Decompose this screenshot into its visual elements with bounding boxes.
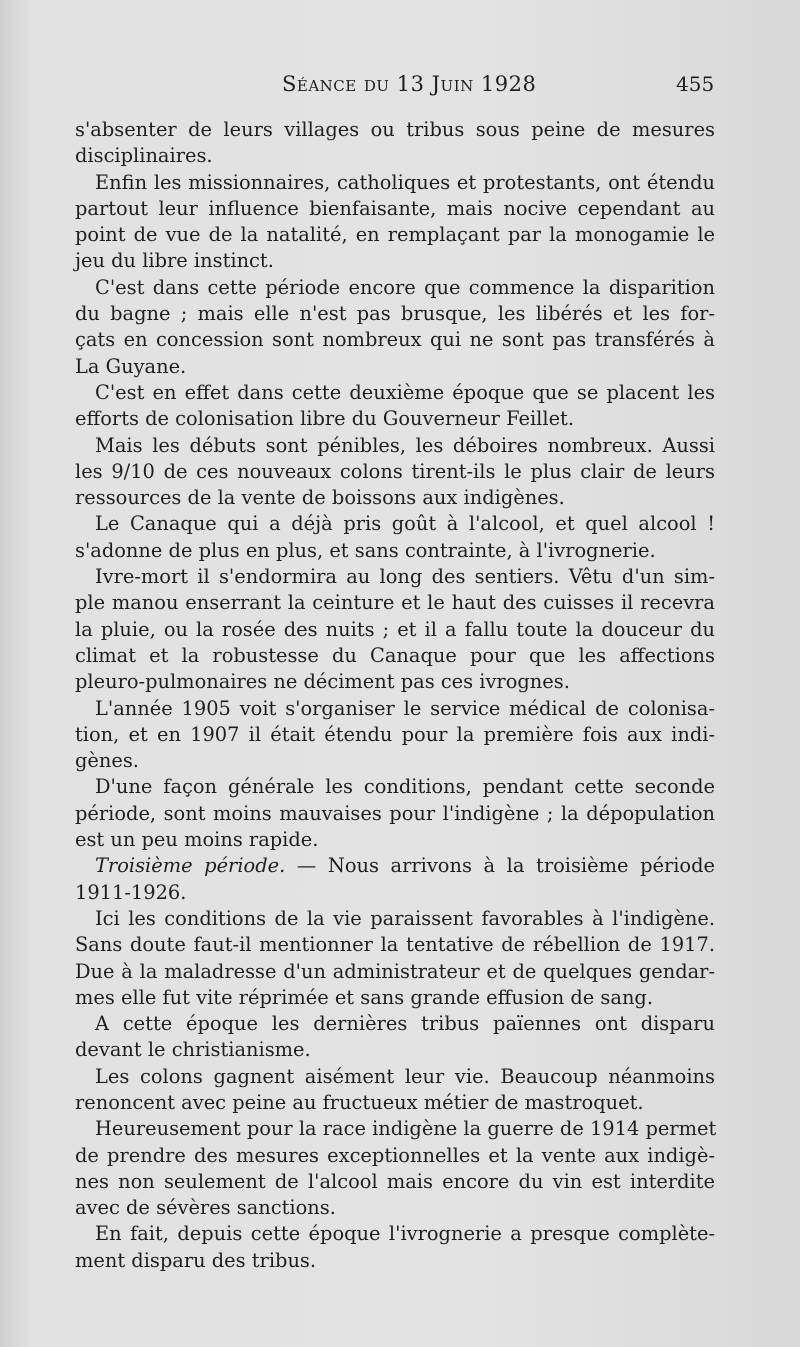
- text-line: Ici les conditions de la vie paraissent favorables à l'indigène.: [95, 906, 715, 930]
- paragraph: [75, 433, 715, 512]
- text-line: s'adonne de plus en plus, et sans contrainte, à l'ivrognerie.: [75, 538, 656, 562]
- paragraph: [75, 564, 715, 695]
- text-line: du bagne ; mais elle n'est pas brusque, les libérés et les for-: [75, 302, 715, 326]
- text-line: mes elle fut vite réprimée et sans grande effusion de sang.: [75, 985, 654, 1009]
- text-line: C'est dans cette période encore que commence la disparition: [95, 275, 715, 299]
- text-line: climat et la robustesse du Canaque pour que les affections: [75, 643, 715, 667]
- text-line: période, sont moins mauvaises pour l'indigène ; la dépopulation: [75, 801, 715, 825]
- body-text: [75, 117, 715, 1274]
- text-line: En fait, depuis cette époque l'ivrognerie a presque complète-: [95, 1222, 715, 1246]
- text-line: disciplinaires.: [75, 144, 213, 168]
- text-line: A cette époque les dernières tribus païennes ont disparu: [95, 1012, 715, 1036]
- text-line: la pluie, ou la rosée des nuits ; et il a fallu toute la douceur du: [75, 617, 715, 641]
- text-line: [75, 853, 715, 879]
- section-heading: Troisième période.: [95, 854, 286, 878]
- text-line: partout leur influence bienfaisante, mais nocive cependant au: [75, 196, 715, 220]
- paragraph: [75, 511, 715, 564]
- text-line: C'est en effet dans cette deuxième époque que se placent les: [95, 380, 715, 404]
- paragraph: [75, 696, 715, 775]
- text-line: Ivre-mort il s'endormira au long des sentiers. Vêtu d'un sim-: [95, 565, 715, 589]
- text-line: Les colons gagnent aisément leur vie. Beaucoup néanmoins: [95, 1064, 715, 1088]
- text-line: ple manou enserrant la ceinture et le haut des cuisses il recevra: [75, 591, 715, 615]
- text-line: çats en concession sont nombreux qui ne sont pas transférés à: [75, 328, 715, 352]
- text-line: point de vue de la natalité, en remplaçant par la monogamie le: [75, 223, 715, 247]
- paragraph: [75, 774, 715, 853]
- text-line: les 9/10 de ces nouveaux colons tirent-ils le plus clair de leurs: [75, 459, 715, 483]
- text-line: La Guyane.: [75, 354, 187, 378]
- text-line: L'année 1905 voit s'organiser le service médical de colonisa-: [95, 696, 715, 720]
- paragraph: [75, 380, 715, 433]
- text-line: Enfin les missionnaires, catholiques et protestants, ont étendu: [95, 170, 715, 194]
- text-line: avec de sévères sanctions.: [75, 1196, 336, 1220]
- text-line: tion, et en 1907 il était étendu pour la première fois aux indi-: [75, 722, 715, 746]
- paragraph: [75, 1011, 715, 1064]
- paragraph: [75, 853, 715, 906]
- paragraph: [75, 906, 715, 1011]
- page-number: 455: [676, 72, 715, 96]
- text-line: s'absenter de leurs villages ou tribus sous peine de mesures: [75, 118, 715, 141]
- paragraph: [75, 117, 715, 170]
- text-line: nes non seulement de l'alcool mais encore du vin est interdite: [75, 1169, 715, 1193]
- page-header: [0, 72, 800, 102]
- text-line: pleuro-pulmonaires ne déciment pas ces ivrognes.: [75, 670, 570, 694]
- text-line: de prendre des mesures exceptionnelles et la vente aux indigè-: [75, 1143, 715, 1167]
- text-line: est un peu moins rapide.: [75, 828, 319, 852]
- paragraph: [75, 275, 715, 380]
- text-line: Heureusement pour la race indigène la guerre de 1914 permet: [95, 1117, 717, 1141]
- text-line: Mais les débuts sont pénibles, les déboires nombreux. Aussi: [95, 433, 715, 457]
- text-line: D'une façon générale les conditions, pendant cette seconde: [95, 775, 715, 799]
- text-line: renoncent avec peine au fructueux métier de mastroquet.: [75, 1090, 644, 1114]
- text-line: Due à la maladresse d'un administrateur et de quelques gendar-: [75, 959, 715, 983]
- paragraph: [75, 1116, 715, 1221]
- text-line: devant le christianisme.: [75, 1038, 311, 1062]
- text-line-rest: — Nous arrivons à la troisième période: [285, 854, 715, 878]
- text-line: ment disparu des tribus.: [75, 1248, 317, 1272]
- text-line: 1911-1926.: [75, 880, 187, 904]
- text-line: Le Canaque qui a déjà pris goût à l'alcool, et quel alcool !: [95, 512, 715, 536]
- text-line: jeu du libre instinct.: [75, 249, 274, 273]
- paragraph: [75, 1064, 715, 1117]
- paragraph: [75, 1221, 715, 1274]
- running-title: Séance du 13 Juin 1928: [282, 72, 537, 96]
- paragraph: [75, 170, 715, 275]
- text-line: ressources de la vente de boissons aux indigènes.: [75, 486, 565, 510]
- text-line: gènes.: [75, 749, 139, 773]
- text-line: Sans doute faut-il mentionner la tentative de rébellion de 1917.: [75, 933, 715, 957]
- text-line: efforts de colonisation libre du Gouverneur Feillet.: [75, 407, 575, 431]
